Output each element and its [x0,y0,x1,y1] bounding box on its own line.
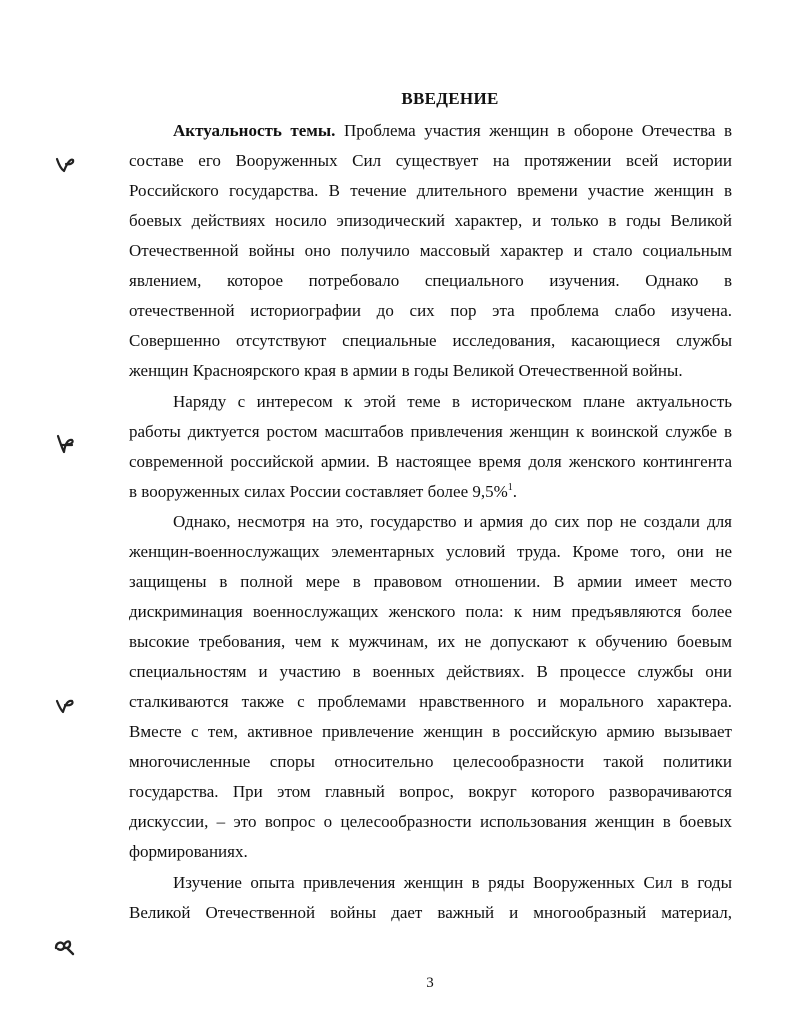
text-line: многочисленные споры относительно целесообразности такой политики [129,752,732,771]
text-line: специальностям и участию в военных действиях. В процессе службы они [129,662,732,681]
text-line: Однако, несмотря на это, государство и армия до сих пор не создали для [173,512,732,531]
text-line: Актуальность темы. Проблема участия женщин в обороне Отечества в [173,121,732,140]
text-line: Совершенно отсутствуют специальные исследования, касающиеся службы [129,331,732,350]
text-line: государства. При этом главный вопрос, вокруг которого разворачиваются [129,782,732,801]
text-line: формированиях. [129,842,248,861]
text-line: Наряду с интересом к этой теме в историческом плане актуальность [173,392,732,411]
text-line: защищены в полной мере в правовом отношении. В армии имеет место [129,572,732,591]
text-line: высокие требования, чем к мужчинам, их не допускают к обучению боевым [129,632,732,651]
text-line: Изучение опыта привлечения женщин в ряды Вооруженных Сил в годы [173,873,732,892]
text-line: дискуссии, – это вопрос о целесообразности использования женщин в боевых [129,812,732,831]
margin-ink-mark [52,693,78,715]
text-line: женщин-военнослужащих элементарных условий труда. Кроме того, они не [129,542,732,561]
text-line: отечественной историографии до сих пор эта проблема слабо изучена. [129,301,732,320]
text-line: современной российской армии. В настоящее время доля женского контингента [129,452,732,471]
footnote-ref: 1 [507,482,513,493]
text-line: Отечественной войны оно получило массовый характер и стало социальным [129,241,732,260]
page-number: 3 [426,975,434,991]
page-title: ВВЕДЕНИЕ [401,89,499,108]
section-lead: Актуальность темы. [173,121,336,140]
text-line: в вооруженных силах России составляет более 9,5%$^1$. [129,482,518,501]
margin-ink-mark [52,934,78,956]
text-line: Российского государства. В течение длительного времени участие женщин в [129,181,732,200]
text-line: женщин Красноярского края в армии в годы Великой Отечественной войны. [129,361,683,380]
text-line: сталкиваются также с проблемами нравственного и морального характера. [129,692,732,711]
margin-ink-mark [52,152,78,174]
text-line: работы диктуется ростом масштабов привлечения женщин к воинской службе в [129,422,732,441]
text-line: дискриминация военнослужащих женского пола: к ним предъявляются более [129,602,732,621]
text-line: явлением, которое потребовало специального изучения. Однако в [129,271,732,290]
text-line: Вместе с тем, активное привлечение женщин в российскую армию вызывает [129,722,732,741]
margin-ink-mark [52,432,78,454]
text-line: составе его Вооруженных Сил существует на протяжении всей истории [129,151,732,170]
text-line: боевых действиях носило эпизодический характер, и только в годы Великой [129,211,732,230]
text-line: Великой Отечественной войны дает важный и многообразный материал, [129,903,732,922]
